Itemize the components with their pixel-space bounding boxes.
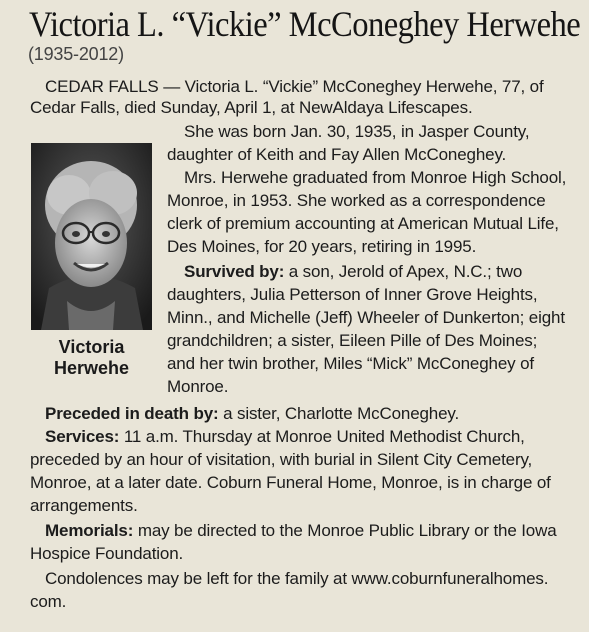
memorials-line-2: Hospice Foundation. bbox=[30, 544, 184, 563]
career-line-2: Monroe, in 1953. She worked as a correspondence bbox=[167, 191, 546, 210]
survived-line-5: and her twin brother, Miles “Mick” McConeghey of bbox=[167, 354, 534, 373]
memorials-text-1: may be directed to the Monroe Public Library or the Iowa bbox=[133, 521, 557, 540]
career-line-3: clerk of premium accounting at American Mutual Life, bbox=[167, 214, 559, 233]
portrait-photo bbox=[31, 143, 152, 330]
preceded-label: Preceded in death by: bbox=[45, 404, 219, 423]
preceded-line-1 bbox=[45, 404, 459, 424]
caption-first-name: Victoria bbox=[58, 337, 125, 357]
caption-last-name: Herwehe bbox=[53, 358, 130, 378]
services-line-1 bbox=[45, 427, 525, 447]
photo-caption bbox=[31, 337, 152, 379]
intro-line-2: Cedar Falls, died Sunday, April 1, at NewAldaya Lifescapes. bbox=[30, 98, 473, 117]
condolences-line-1: Condolences may be left for the family at www.coburnfuneralhomes. bbox=[45, 569, 549, 588]
intro-line-1: CEDAR FALLS — Victoria L. “Vickie” McConeghey Herwehe, 77, of bbox=[45, 77, 544, 96]
life-dates: (1935-2012) bbox=[28, 44, 124, 64]
obituary-headline: Victoria L. “Vickie” McConeghey Herwehe bbox=[29, 4, 581, 44]
survived-line-1 bbox=[184, 262, 522, 282]
services-line-4: arrangements. bbox=[30, 496, 138, 515]
services-text-1: 11 a.m. Thursday at Monroe United Methodist Church, bbox=[119, 427, 525, 446]
portrait-image bbox=[31, 143, 152, 330]
born-line-2: daughter of Keith and Fay Allen McConeghey. bbox=[167, 145, 507, 164]
survived-line-3: Minn., and Michelle (Jeff) Wheeler of Dunkerton; eight bbox=[167, 308, 565, 327]
survived-line-6: Monroe. bbox=[167, 377, 229, 396]
preceded-text-1: a sister, Charlotte McConeghey. bbox=[218, 404, 460, 423]
memorials-line-1 bbox=[45, 521, 557, 541]
survived-text-1: a son, Jerold of Apex, N.C.; two bbox=[284, 262, 523, 281]
services-line-3: Monroe, at a later date. Coburn Funeral Home, Monroe, is in charge of bbox=[30, 473, 551, 492]
memorials-label: Memorials: bbox=[45, 521, 134, 540]
condolences-line-2: com. bbox=[30, 592, 67, 611]
services-label: Services: bbox=[45, 427, 120, 446]
survived-line-2: daughters, Julia Petterson of Inner Grove Heights, bbox=[167, 285, 538, 304]
born-line-1: She was born Jan. 30, 1935, in Jasper County, bbox=[184, 122, 530, 141]
services-line-2: preceded by an hour of visitation, with burial in Silent City Cemetery, bbox=[30, 450, 533, 469]
survived-line-4: grandchildren; a sister, Eileen Pille of Des Moines; bbox=[167, 331, 538, 350]
career-line-4: Des Moines, for 20 years, retiring in 1995. bbox=[167, 237, 477, 256]
survived-label: Survived by: bbox=[184, 262, 285, 281]
career-line-1: Mrs. Herwehe graduated from Monroe High School, bbox=[184, 168, 567, 187]
